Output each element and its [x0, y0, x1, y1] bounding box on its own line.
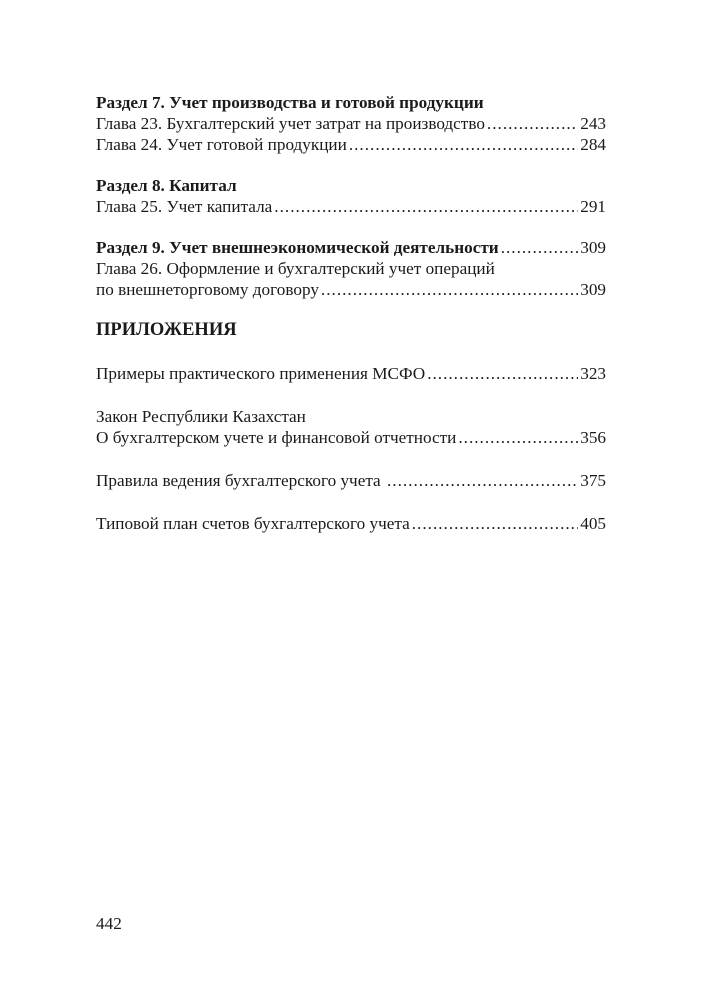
dot-leader [412, 513, 578, 534]
appendix-heading: ПРИЛОЖЕНИЯ [96, 320, 237, 340]
chapter-23-page: 243 [580, 114, 606, 133]
toc-entry-chapter-26[interactable] [96, 279, 606, 300]
section-9-page: 309 [580, 238, 606, 257]
appendix-3-page: 375 [580, 471, 606, 490]
toc-entry-section-9[interactable] [96, 237, 606, 258]
appendix-2-page: 356 [580, 428, 606, 447]
section-9-title: Раздел 9. Учет внешнеэкономической деятельности [96, 238, 499, 257]
dot-leader [458, 427, 578, 448]
section-7-title: Раздел 7. Учет производства и готовой продукции [96, 93, 484, 112]
chapter-25-title: Глава 25. Учет капитала [96, 197, 273, 216]
dot-leader [427, 363, 578, 384]
appendix-4-title: Типовой план счетов бухгалтерского учета [96, 514, 410, 533]
toc-entry-chapter-25[interactable] [96, 196, 606, 217]
chapter-25-page: 291 [580, 197, 606, 216]
toc-entry-appendix-4[interactable] [96, 513, 606, 534]
chapter-26-title-line-2: по внешнеторговому договору [96, 280, 319, 299]
section-7-heading [96, 92, 606, 113]
chapter-26-title-line-1: Глава 26. Оформление и бухгалтерский учет операций [96, 259, 495, 278]
appendix-2-line-1 [96, 406, 606, 427]
toc-entry-chapter-24[interactable] [96, 134, 606, 155]
dot-leader [274, 196, 578, 217]
dot-leader [349, 134, 578, 155]
toc-entry-appendix-3[interactable] [96, 470, 606, 491]
dot-leader [487, 113, 578, 134]
table-of-contents [96, 92, 606, 534]
dot-leader [501, 237, 579, 258]
appendix-4-page: 405 [580, 514, 606, 533]
dot-leader [321, 279, 578, 300]
toc-entry-chapter-23[interactable] [96, 113, 606, 134]
section-8-heading [96, 175, 606, 196]
appendix-2-title-line-2: О бухгалтерском учете и финансовой отчетности [96, 428, 457, 447]
toc-entry-appendix-1[interactable] [96, 363, 606, 384]
appendix-1-title: Примеры практического применения МСФО [96, 364, 426, 383]
dot-leader [387, 470, 578, 491]
chapter-26-line-1 [96, 258, 606, 279]
appendix-2-title-line-1: Закон Республики Казахстан [96, 407, 306, 426]
appendix-1-page: 323 [580, 364, 606, 383]
section-8-title: Раздел 8. Капитал [96, 176, 237, 195]
toc-entry-appendix-2[interactable] [96, 427, 606, 448]
chapter-26-page: 309 [580, 280, 606, 299]
chapter-24-title: Глава 24. Учет готовой продукции [96, 135, 347, 154]
chapter-24-page: 284 [580, 135, 606, 154]
page-number: 442 [96, 914, 122, 933]
chapter-23-title: Глава 23. Бухгалтерский учет затрат на производство [96, 114, 485, 133]
appendix-3-title: Правила ведения бухгалтерского учета [96, 471, 385, 490]
